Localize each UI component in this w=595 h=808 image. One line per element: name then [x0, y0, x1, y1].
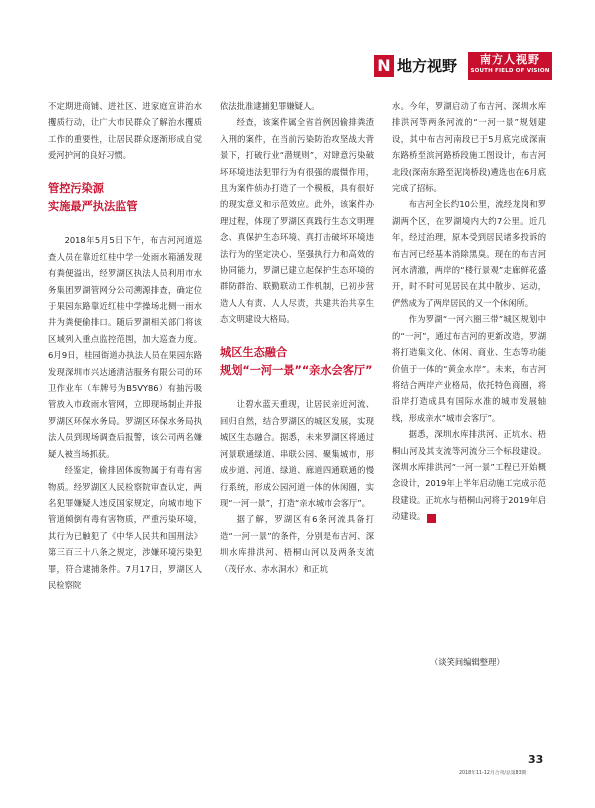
- paragraph: 据了解，罗湖区有6条河流具备打造“一河一景”的条件，分别是布吉河、深圳水库排洪河、梧桐山河以及两条支流（茂仔水、赤水洞水）和正坑: [220, 514, 374, 574]
- paragraph: 布吉河全长约10公里，流经龙岗和罗湖两个区，在罗湖境内大约7公里。近几年，经过治理，原本受到居民诸多投诉的布吉河已经基本消除黑臭。现在的布吉河河水清澈，两岸的“楼行景观”走廊鲜花盛开，时不时可见居民在其中散步、运动，俨然成为了两岸居民的又一个休闲所。: [392, 199, 546, 308]
- article-column-2: [220, 98, 374, 577]
- paragraph: 作为罗湖“一河六圈三带”城区规划中的“一河”，通过布吉河的更新改造，罗湖将打造集文化、休闲、商业、生态等功能价值于一体的“黄金水岸”。未来，布吉河将结合两岸产业格局，依托特色商圈，将沿岸打造成具有国际水准的城市发展轴线，形成亲水“城市会客厅”。: [392, 314, 546, 423]
- paragraph: 不定期进商铺、进社区、进家庭宣讲治水攫质行动，让广大市民群众了解治水攫质工作的重要性，让居民群众逐渐形成自觉爱河护河的良好习惯。: [48, 101, 202, 161]
- issue-label: 2018年11-12月合刊/总第83期: [459, 771, 527, 776]
- article-column-1: [48, 98, 202, 593]
- paragraph: 经鉴定，偷排固体废物属于有毒有害物质。经罗湖区人民检察院审查认定，两名犯罪嫌疑人违反国家规定，向城市地下管道倾倒有毒有害物质，严重污染环境，其行为已触犯了《中华人民共和国刑法》第三百三十八条之规定，涉嫌环境污染犯罪，符合逮捕条件。7月17日，罗湖区人民检察院: [48, 465, 202, 590]
- paragraph: 据悉，深圳水库排洪河、正坑水、梧桐山河及其支流等河流分三个标段建设。深圳水库排洪河“一河一景”工程已开始概念设计，2019年上半年启动施工完成示范段建设。正坑水与梧桐山河将于2019年启动建设。 N: [392, 429, 546, 523]
- brand-title: 南方人视野: [480, 53, 540, 66]
- end-mark-icon: N: [427, 514, 436, 523]
- section-heading: 管控污染源 实施最严执法监管: [48, 182, 138, 214]
- paragraph: 水。今年，罗湖启动了布吉河、深圳水库排洪河等两条河流的“一河一景”规划建设，其中布吉河南段已于5月底完成深南东路桥至滨河路桥段施工图设计，布吉河北段(深南东路至泥岗桥段)遴选也在6月底完成了招标。: [392, 101, 546, 194]
- page-number: 33: [528, 753, 544, 766]
- editor-credit: （谈笑间编辑整理）: [430, 657, 505, 667]
- paragraph: 经查，该案件属全省首例因偷排粪渣入刑的案件，在当前污染防治攻坚战大背景下，打破行业“潜规则”，对肆意污染破坏环境违法犯罪行为有很强的震慑作用，且为案件侦办打造了一个模板，具有很好的现实意义和示范效应。此外，该案件办理过程，体现了罗湖区真践行生态文明理念、真保护生态环境、真打击破坏环境违法行为的坚定决心、坚强执行力和高效的协同能力，罗湖已建立起保护生态环境的群防群治、联勤联动工作机制，已初步营造人人有责、人人尽责，共建共治共享生态文明建设大格局。: [220, 117, 374, 325]
- paragraph: 依法批准逮捕犯罪嫌疑人。: [220, 101, 320, 111]
- brand-subtitle: SOUTH FIELD OF VISION: [470, 68, 550, 74]
- paragraph: 让碧水蓝天重现，让居民亲近河流、回归自然，结合罗湖区的城区发展，实现城区生态融合。据悉，未来罗湖区将通过河景联通绿道、串联公园、聚集城市，形成步道、河道、绿道、廊道四通联通的慢行系统，形成公园河道一体的休闲圈，实现“一河一景”，打造“亲水城市会客厅”。: [220, 399, 374, 508]
- brand-badge: [468, 52, 552, 80]
- magazine-logo-icon: N: [374, 55, 394, 77]
- section-heading: 城区生态融合 规划“一河一景”“亲水会客厅”: [220, 346, 373, 378]
- page-header: [370, 44, 552, 80]
- article-column-3: [392, 98, 546, 525]
- section-title: 地方视野: [397, 57, 458, 75]
- paragraph: 2018年5月5日下午，布吉河河道巡查人员在靠近红桂中学一处雨水箱涵发现有粪便溢出，经罗湖区执法人员利用市水务集团罗湖管网分公司溯源排查，确定位于果园东路靠近红桂中学操场北侧一雨水井为粪便偷排口。随后罗湖相关部门将该区域列入重点监控范围，加大巡查力度。6月9日，桂园街道办执法人员在果园东路发现深圳市兴达通清洁服务有限公司的环卫作业车（车牌号为B5VY86）有抽污吸管放入市政雨水管网，立即现场制止并报罗湖区环保水务局。罗湖区环保水务局执法人员到现场调查后报警，该公司两名嫌疑人被当场抓获。: [48, 235, 202, 459]
